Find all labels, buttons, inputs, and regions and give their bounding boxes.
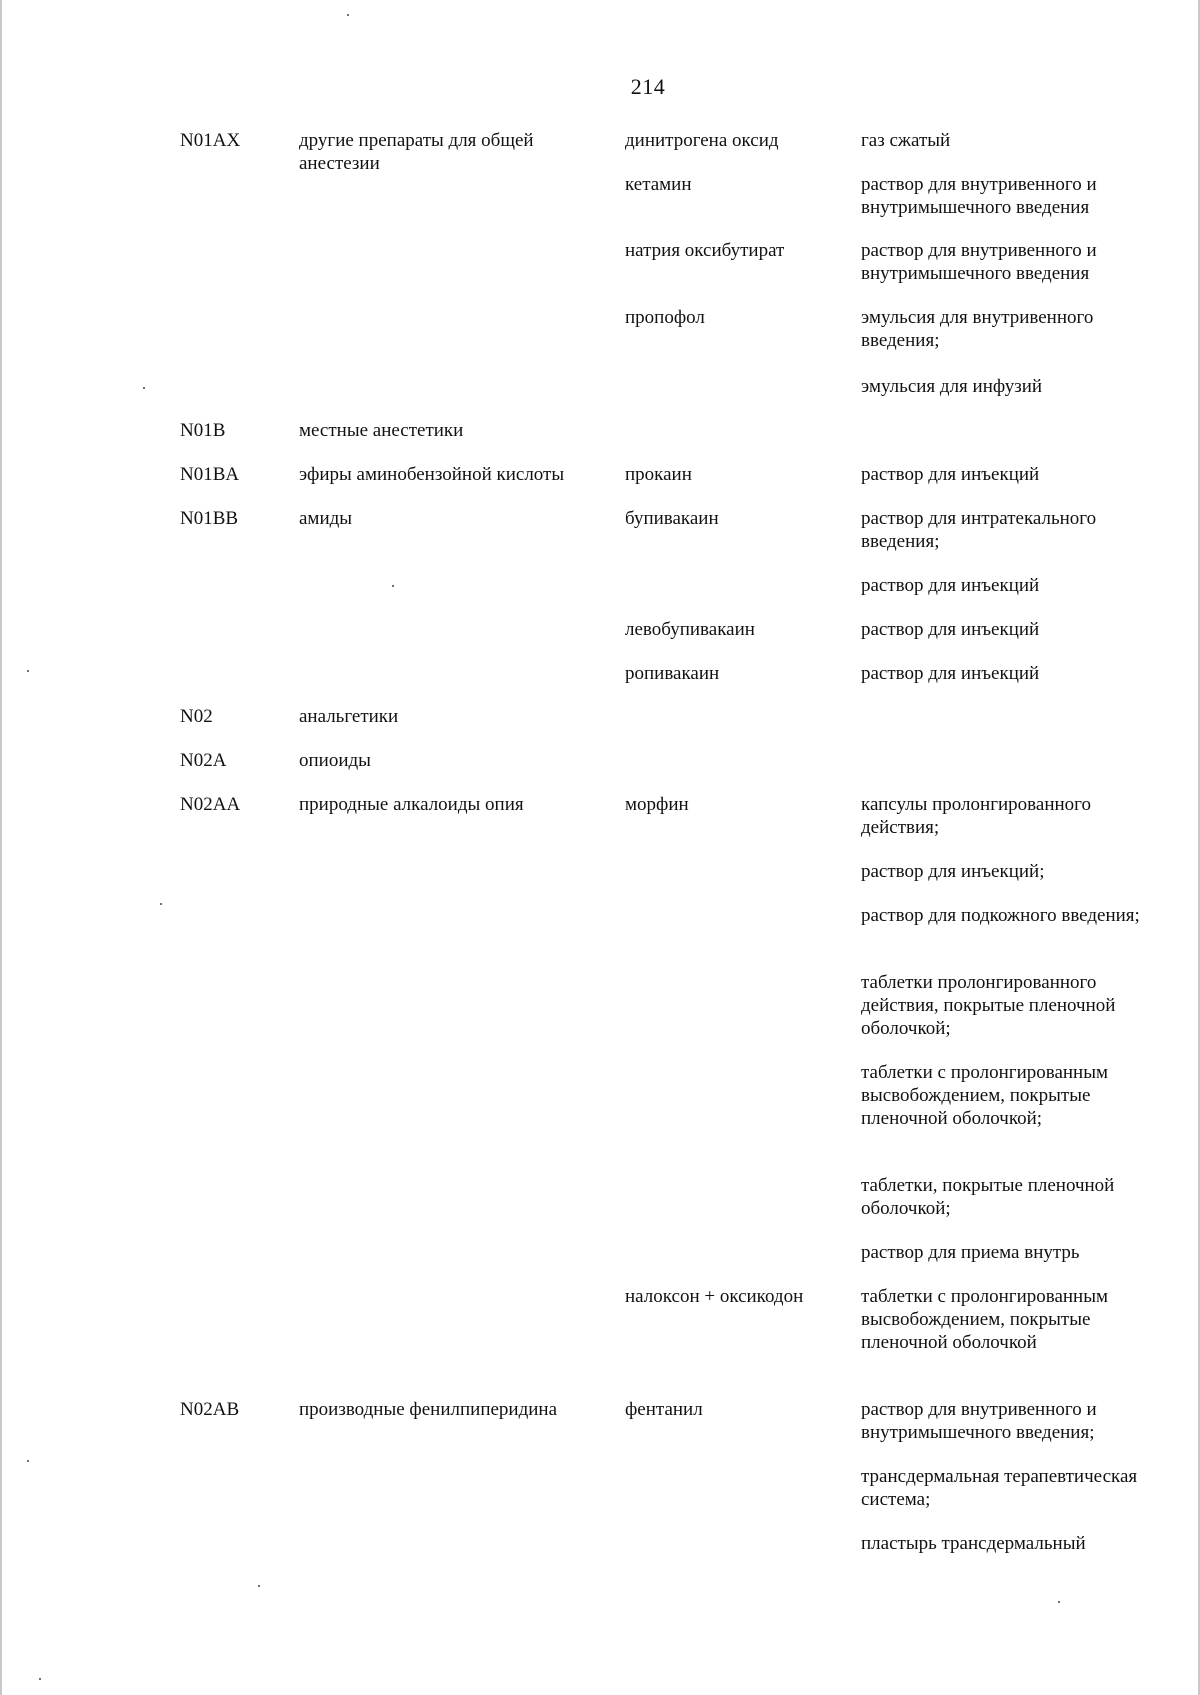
scan-speck — [27, 670, 29, 672]
atc-group-name: производные фенилпиперидина — [299, 1399, 558, 1420]
drug-name: кетамин — [625, 174, 692, 195]
dosage-form: капсулы пролонгированного действия; — [861, 794, 1091, 838]
atc-code: N02 — [180, 706, 213, 727]
drug-name: ропивакаин — [625, 663, 720, 684]
drug-name: динитрогена оксид — [625, 130, 779, 151]
atc-code: N01BA — [180, 464, 240, 485]
scan-speck — [392, 585, 394, 587]
dosage-form: раствор для инъекций; — [861, 861, 1045, 882]
drug-name: бупивакаин — [625, 508, 719, 529]
dosage-form: раствор для внутривенного и внутримышечного введения — [861, 174, 1097, 218]
atc-group-name: эфиры аминобензойной кислоты — [299, 464, 565, 485]
dosage-form: таблетки с пролонгированным высвобождением, покрытые пленочной оболочкой — [861, 1286, 1109, 1353]
dosage-form: раствор для приема внутрь — [861, 1242, 1080, 1263]
scan-edge-left — [0, 0, 2, 1695]
dosage-form: раствор для внутривенного и внутримышечного введения — [861, 240, 1097, 284]
scan-speck — [27, 1460, 29, 1462]
dosage-form: раствор для подкожного введения; — [861, 905, 1140, 926]
dosage-form: раствор для инъекций — [861, 464, 1040, 485]
dosage-form: раствор для инъекций — [861, 663, 1040, 684]
page-number: 214 — [630, 74, 666, 99]
atc-group-name: другие препараты для общей анестезии — [299, 130, 534, 174]
drug-name: морфин — [625, 794, 689, 815]
dosage-form: раствор для интратекального введения; — [861, 508, 1097, 552]
atc-group-name: местные анестетики — [299, 420, 464, 441]
drug-name: пропофол — [625, 307, 705, 328]
dosage-form: пластырь трансдермальный — [861, 1533, 1086, 1554]
scan-speck — [39, 1678, 41, 1680]
scan-speck — [160, 903, 162, 905]
atc-code: N02A — [180, 750, 227, 771]
dosage-form: раствор для инъекций — [861, 575, 1040, 596]
drug-name: фентанил — [625, 1399, 703, 1420]
dosage-form: таблетки, покрытые пленочной оболочкой; — [861, 1175, 1115, 1219]
dosage-form: таблетки с пролонгированным высвобождением, покрытые пленочной оболочкой; — [861, 1062, 1109, 1129]
drug-name: налоксон + оксикодон — [625, 1286, 804, 1307]
atc-group-name: природные алкалоиды опия — [299, 794, 524, 815]
dosage-form: эмульсия для инфузий — [861, 376, 1043, 397]
atc-code: N02AA — [180, 794, 241, 815]
scan-speck — [143, 387, 145, 389]
scan-speck — [1058, 1601, 1060, 1603]
dosage-form: раствор для внутривенного и внутримышечного введения; — [861, 1399, 1097, 1443]
drug-name: левобупивакаин — [625, 619, 755, 640]
atc-group-name: амиды — [299, 508, 353, 529]
dosage-form: трансдермальная терапевтическая система; — [861, 1466, 1138, 1510]
atc-code: N01AX — [180, 130, 241, 151]
drug-name: натрия оксибутират — [625, 240, 785, 261]
drug-name: прокаин — [625, 464, 692, 485]
scan-speck — [258, 1585, 260, 1587]
dosage-form: эмульсия для внутривенного введения; — [861, 307, 1094, 351]
atc-group-name: анальгетики — [299, 706, 399, 727]
atc-group-name: опиоиды — [299, 750, 371, 771]
dosage-form: таблетки пролонгированного действия, покрытые пленочной оболочкой; — [861, 972, 1116, 1039]
atc-code: N02AB — [180, 1399, 240, 1420]
dosage-form: раствор для инъекций — [861, 619, 1040, 640]
dosage-form: газ сжатый — [861, 130, 951, 151]
atc-code: N01BB — [180, 508, 239, 529]
atc-code: N01B — [180, 420, 226, 441]
scan-speck — [347, 14, 349, 16]
